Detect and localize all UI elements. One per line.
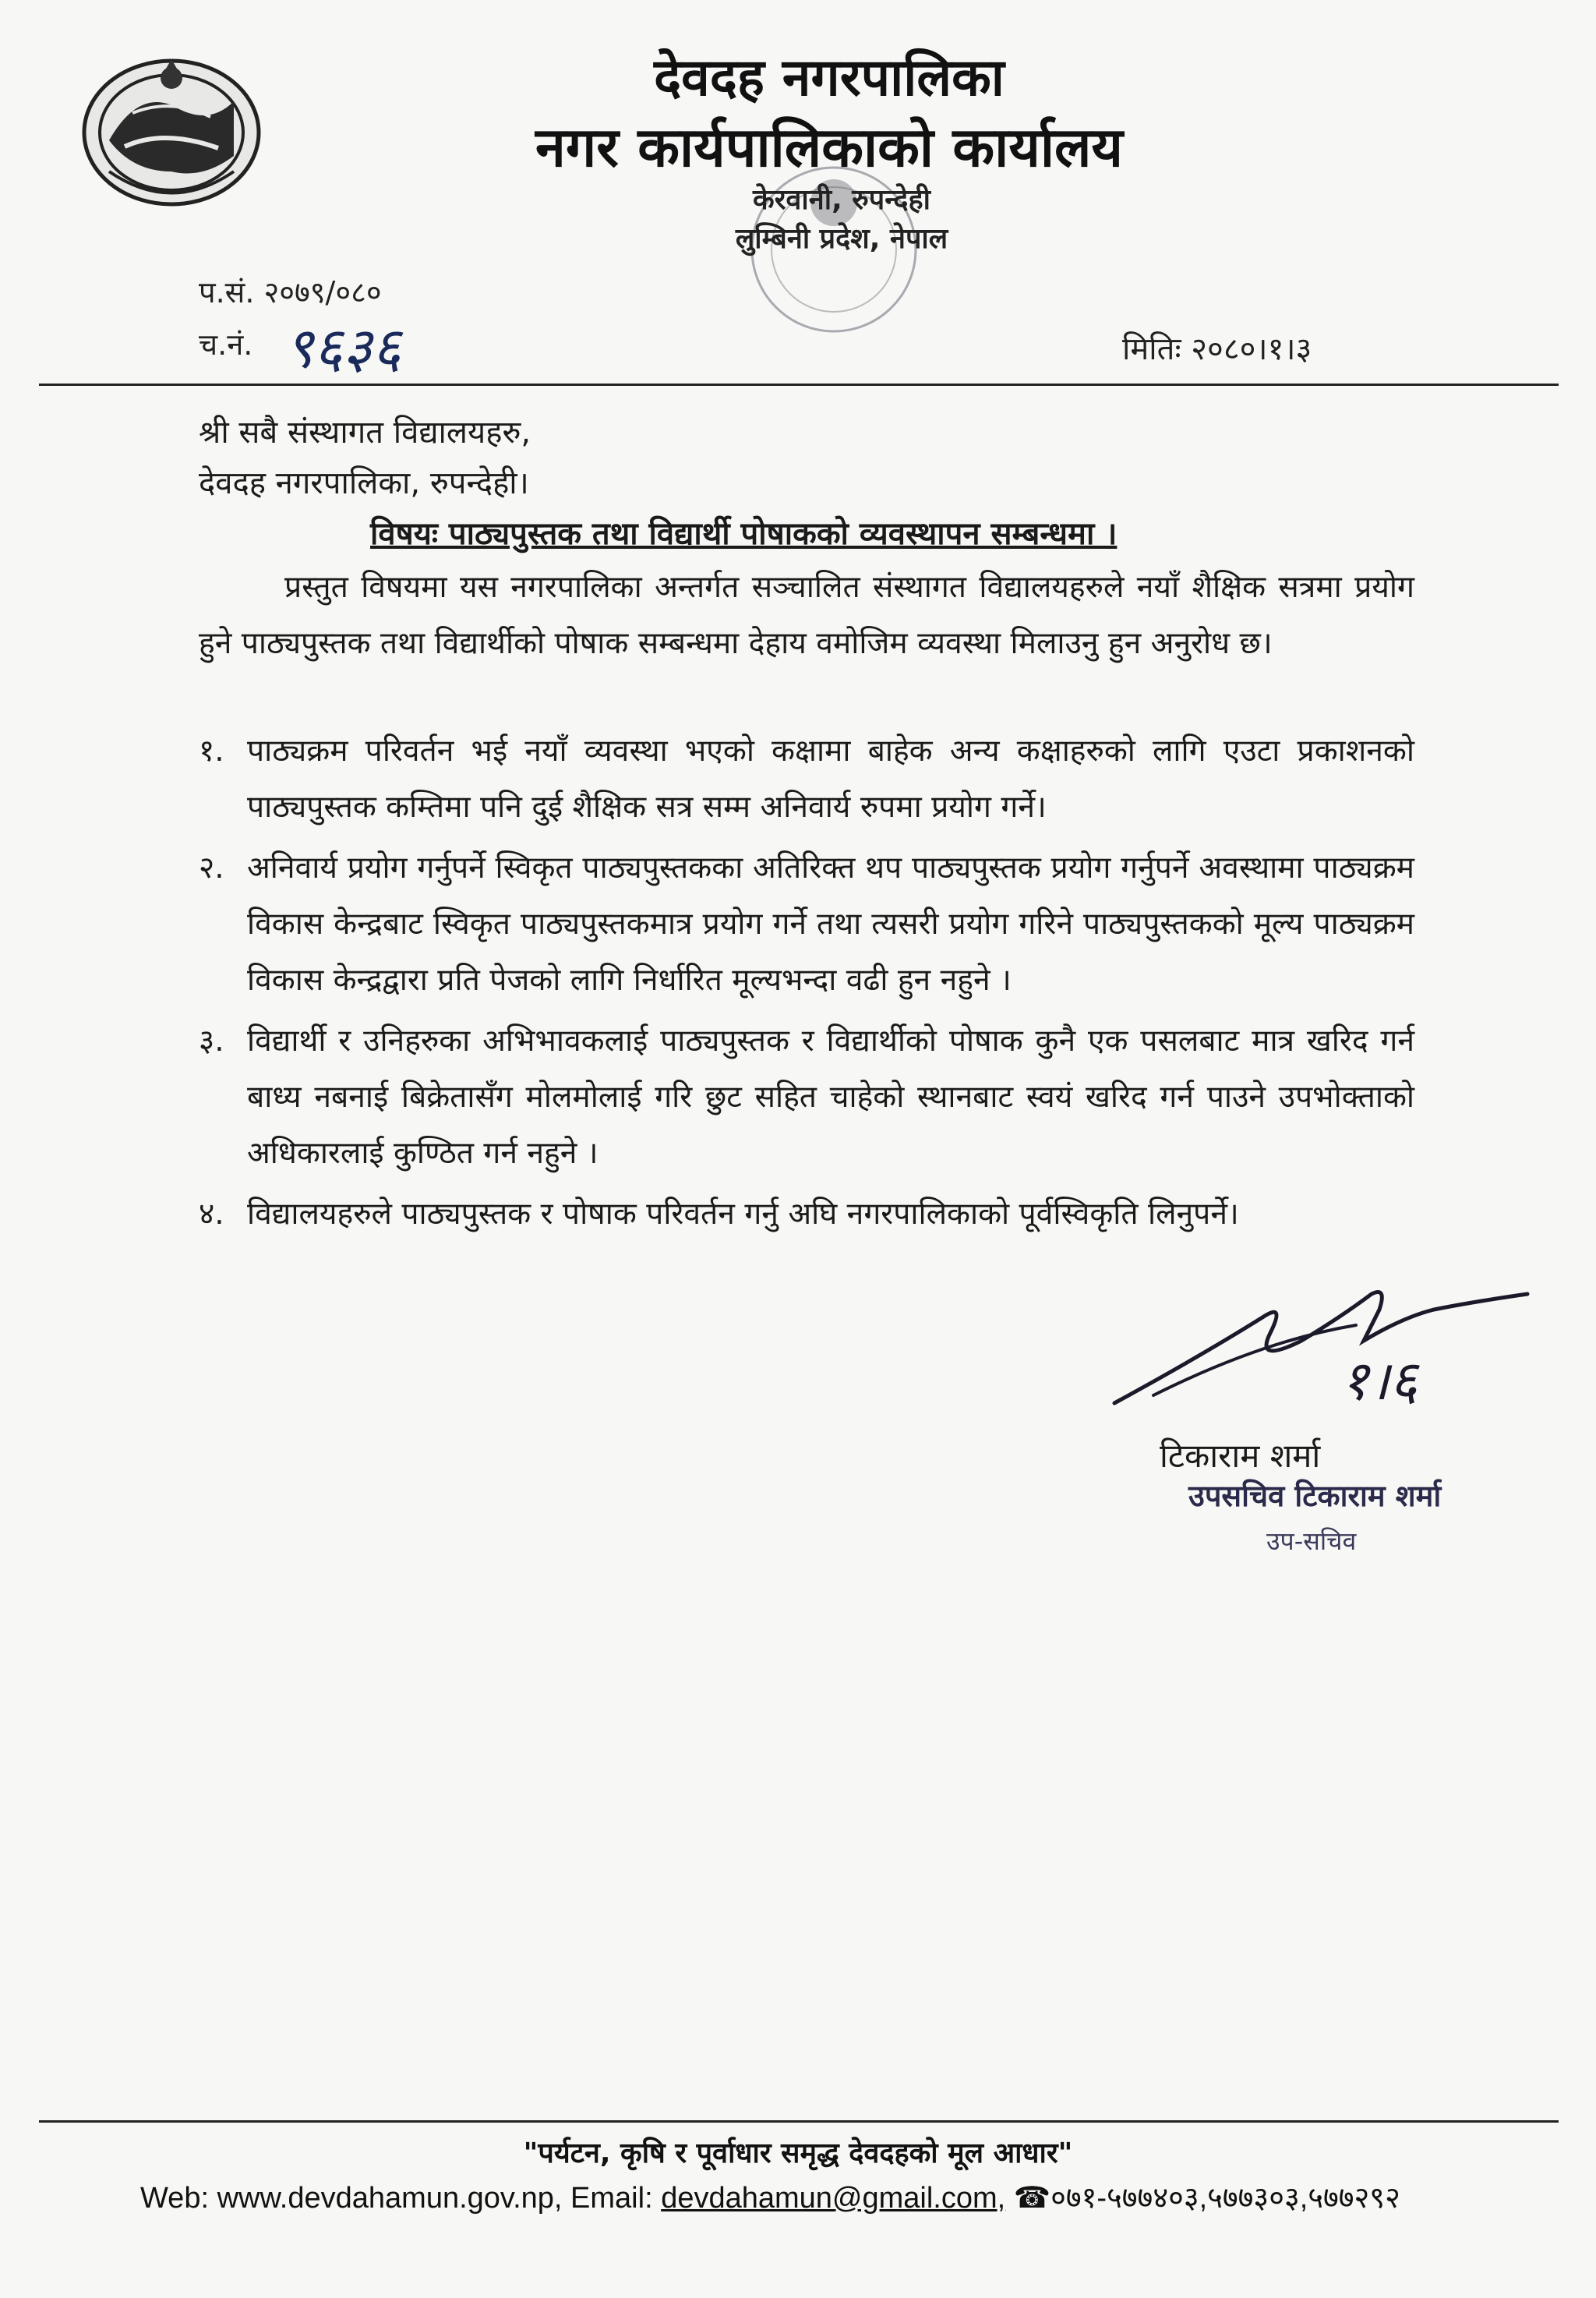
directive-list <box>199 723 1414 1247</box>
list-item-text: विद्यार्थी र उनिहरुका अभिभावकलाई पाठ्यपुस्तक र विद्यार्थीको पोषाक कुनै एक पसलबाट मात्र खरिद गर्न बाध्य नबनाई बिक्रेतासँग मोलमोलाई गरि छुट सहित चाहेको स्थानबाट स्वयं खरिद गर्न पाउने उपभोक्ताको अधिकारलाई कुण्ठित गर्न नहुने । <box>247 1023 1414 1171</box>
list-item <box>199 1186 1414 1243</box>
letter-date: मितिः २०८०।१।३ <box>1122 331 1312 367</box>
list-item-text: अनिवार्य प्रयोग गर्नुपर्ने स्विकृत पाठ्यपुस्तकका अतिरिक्त थप पाठ्यपुस्तक प्रयोग गर्नुपर्ने अवस्थामा पाठ्यक्रम विकास केन्द्रबाट स्विकृत पाठ्यपुस्तकमात्र प्रयोग गर्ने तथा त्यसरी प्रयोग गरिने पाठ्यपुस्तकको मूल्य पाठ्यक्रम विकास केन्द्रद्वारा प्रति पेजको लागि निर्धारित मूल्यभन्दा वढी हुन नहुने । <box>247 850 1414 998</box>
intro-paragraph: प्रस्तुत विषयमा यस नगरपालिका अन्तर्गत सञ्चालित संस्थागत विद्यालयहरुले नयाँ शैक्षिक सत्रमा प्रयोग हुने पाठ्यपुस्तक तथा विद्यार्थीको पोषाक सम्बन्धमा देहाय वमोजिम व्यवस्था मिलाउनु हुन अनुरोध छ। <box>199 570 1414 661</box>
signer-name: टिकाराम शर्मा <box>1160 1437 1321 1475</box>
list-item-number: २. <box>199 850 224 886</box>
email-label: Email: <box>570 2182 653 2215</box>
list-item-text: विद्यालयहरुले पाठ्यपुस्तक र पोषाक परिवर्तन गर्नु अघि नगरपालिकाको पूर्वस्विकृति लिनुपर्ने। <box>247 1197 1239 1232</box>
letter-reference-number: प.सं. २०७९/०८० <box>199 275 382 309</box>
letter-subject: विषयः पाठ्यपुस्तक तथा विद्यार्थी पोषाकको व्यवस्थापन सम्बन्धमा । <box>370 516 1118 552</box>
official-stamp-line1: उपसचिव टिकाराम शर्मा <box>1188 1479 1442 1513</box>
list-item-number: १. <box>199 734 224 769</box>
web-label: Web: <box>140 2182 210 2215</box>
list-item-number: ४. <box>199 1197 224 1232</box>
list-item <box>199 840 1414 1009</box>
office-name: नगर कार्यपालिकाको कार्यालय <box>535 115 1124 179</box>
footer-contact <box>140 2176 1400 2217</box>
signature-date: १।६ <box>1340 1349 1418 1412</box>
official-stamp-line2: उप-सचिव <box>1266 1526 1357 1556</box>
handwritten-signature <box>1107 1263 1543 1434</box>
office-address-line1: केरवानी, रुपन्देही <box>753 184 930 216</box>
website-link[interactable]: www.devdahamun.gov.np, <box>217 2182 563 2215</box>
email-link[interactable]: devdahamun@gmail.com, <box>661 2182 1006 2215</box>
footer-motto: "पर्यटन, कृषि र पूर्वाधार समृद्ध देवदहको मूल आधार" <box>523 2137 1073 2169</box>
office-address-line2: लुम्बिनी प्रदेश, नेपाल <box>735 223 948 255</box>
phone-numbers: ☎०७१-५७७४०३,५७७३०३,५७७२९२ <box>1013 2182 1400 2215</box>
list-item-number: ३. <box>199 1023 224 1059</box>
addressee-line1: श्री सबै संस्थागत विद्यालयहरु, <box>199 415 531 451</box>
addressee-line2: देवदह नगरपालिका, रुपन्देही। <box>199 465 529 501</box>
organization-name: देवदह नगरपालिका <box>654 48 1005 108</box>
list-item <box>199 1013 1414 1182</box>
footer-divider <box>39 2120 1559 2123</box>
list-item <box>199 723 1414 836</box>
dispatch-number-handwritten: ९६३६ <box>284 315 401 380</box>
header-divider <box>39 384 1559 386</box>
dispatch-number-label: च.नं. <box>199 327 253 362</box>
list-item-text: पाठ्यक्रम परिवर्तन भई नयाँ व्यवस्था भएको कक्षामा बाहेक अन्य कक्षाहरुको लागि एउटा प्रकाशनको पाठ्यपुस्तक कम्तिमा पनि दुई शैक्षिक सत्र सम्म अनिवार्य रुपमा प्रयोग गर्ने। <box>247 734 1414 825</box>
